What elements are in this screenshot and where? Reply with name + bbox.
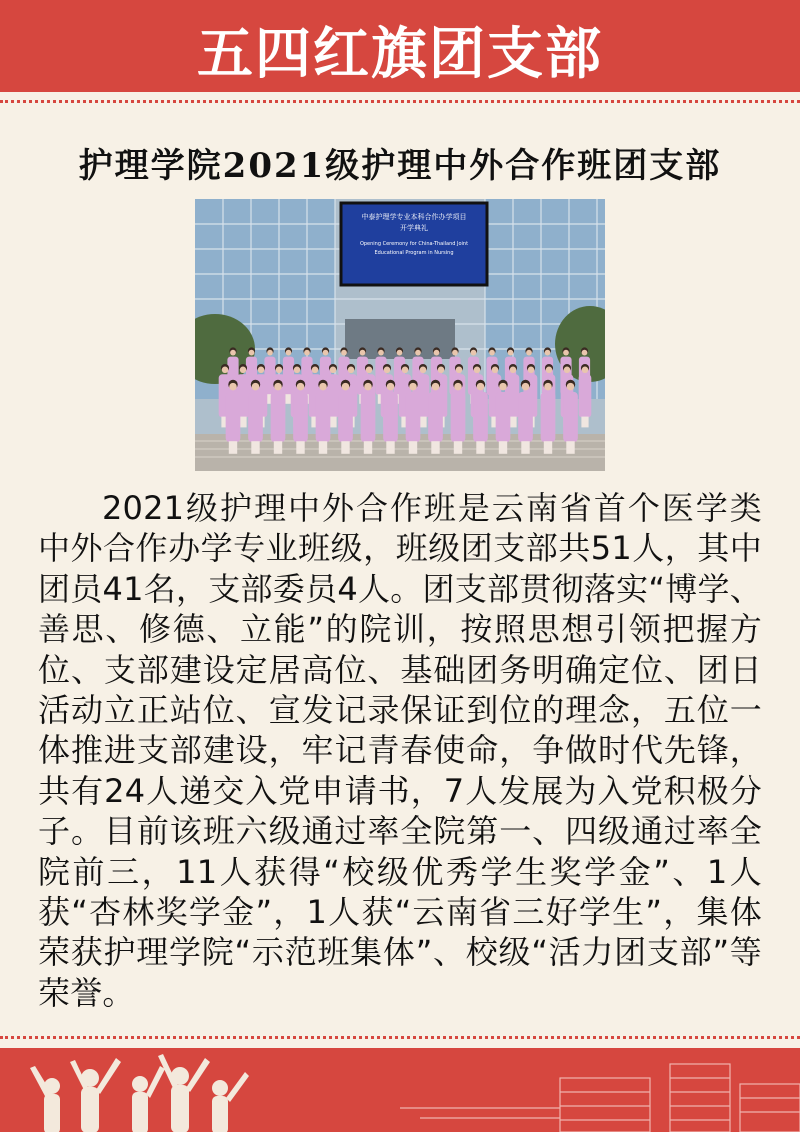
nurse-figure <box>545 350 551 356</box>
footer-banner <box>0 1048 800 1132</box>
nurse-figure <box>471 350 477 356</box>
nurse-figure <box>546 367 552 373</box>
nurse-figure <box>240 367 246 373</box>
nurse-figure <box>451 392 466 442</box>
screen-en-1: Opening Ceremony for China-Thailand Joint <box>359 241 469 247</box>
nurse-figure <box>544 441 552 454</box>
nurse-figure <box>341 441 349 454</box>
nurse-figure <box>341 350 347 356</box>
nurse-figure <box>239 417 246 428</box>
nurse-figure <box>509 417 516 428</box>
nurse-figure <box>386 441 394 454</box>
nurse-figure <box>297 383 305 391</box>
nurse-figure <box>364 441 372 454</box>
nurse-figure <box>248 392 263 442</box>
nurse-figure <box>330 367 336 373</box>
nurse-figure <box>434 350 440 356</box>
nurse-figure <box>526 350 532 356</box>
header-banner <box>0 0 800 92</box>
nurse-figure <box>338 392 353 442</box>
nurse-figure <box>252 383 260 391</box>
nurse-figure <box>438 367 444 373</box>
nurse-figure <box>316 392 331 442</box>
nurse-figure <box>579 374 592 417</box>
nurse-figure <box>319 441 327 454</box>
nurse-figure <box>528 367 534 373</box>
nurse-figure <box>296 441 304 454</box>
dotted-divider-top <box>0 100 800 103</box>
nurse-figure <box>294 367 300 373</box>
nurse-figure <box>364 383 372 391</box>
nurse-figure <box>329 417 336 428</box>
nurse-figure <box>361 392 376 442</box>
nurse-figure <box>229 441 237 454</box>
page-title: 五四红旗团支部 <box>197 21 603 87</box>
building-sketch-icon <box>400 1064 800 1132</box>
nurse-figure <box>397 350 403 356</box>
nurse-figure <box>304 350 310 356</box>
nurse-figure <box>274 383 282 391</box>
nurse-figure <box>496 392 511 442</box>
nurse-figure <box>454 383 462 391</box>
nurse-figure <box>271 392 286 442</box>
nurse-figure <box>274 441 282 454</box>
nurse-figure <box>432 383 440 391</box>
nurse-figure <box>567 383 575 391</box>
nurse-figure <box>428 392 443 442</box>
nurse-figure <box>383 392 398 442</box>
nurse-figure <box>541 392 556 442</box>
screen-title-2: 开学典礼 <box>400 224 428 232</box>
nurse-figure <box>378 350 384 356</box>
nurse-figure <box>581 417 588 428</box>
nurse-figure <box>477 383 485 391</box>
screen-en-2: Educational Program in Nursing <box>374 250 454 256</box>
nurse-figure <box>499 383 507 391</box>
nurse-figure <box>258 367 264 373</box>
nurse-figure <box>473 392 488 442</box>
nurse-figure <box>419 417 426 428</box>
nurse-figure <box>563 350 569 356</box>
cheering-silhouettes-icon <box>30 1054 249 1132</box>
nurse-figure <box>454 441 462 454</box>
nurse-figure <box>409 441 417 454</box>
nurse-figure <box>563 392 578 442</box>
nurse-figure <box>566 441 574 454</box>
nurse-figure <box>582 350 588 356</box>
nurse-figure <box>409 383 417 391</box>
nurse-figure <box>521 441 529 454</box>
body-paragraph: 2021级护理中外合作班是云南省首个医学类中外合作办学专业班级，班级团支部共51人，其中团员41名，支部委员4人。团支部贯彻落实“博学、善思、修德、立能”的院训，按照思想引领把握方位、支部建设定居高位、基础团务明确定位、团日活动立正站位、宣发记录保证到位的理念，五位一体推进支部建设，牢记青春使命，争做时代先锋，共有24人递交入党申请书，7人发展为入党积极分子。目前该班六级通过率全院第一、四级通过率全院前三，11人获得“校级优秀学生奖学金”、1人获“杏林奖学金”，1人获“云南省三好学生”，集体荣获护理学院“示范班集体”、校级“活力团支部”等荣誉。 <box>38 489 762 1012</box>
nurse-figure <box>452 350 458 356</box>
dotted-divider-bottom <box>0 1036 800 1039</box>
nurse-figure <box>251 441 259 454</box>
nurse-figure <box>492 367 498 373</box>
page-subtitle: 护理学院2021级护理中外合作班团支部 <box>78 146 722 186</box>
nurse-figure <box>499 441 507 454</box>
nurse-figure <box>348 367 354 373</box>
nurse-figure <box>276 367 282 373</box>
nurse-figure <box>229 383 237 391</box>
nurse-figure <box>319 383 327 391</box>
nurse-figure <box>402 367 408 373</box>
nurse-figure <box>312 367 318 373</box>
nurse-figure <box>342 383 350 391</box>
screen-title-1: 中泰护理学专业本科合作办学项目 <box>361 213 467 221</box>
nurse-figure <box>431 441 439 454</box>
nurse-figure <box>230 350 236 356</box>
nurse-figure <box>226 392 241 442</box>
nurse-figure <box>384 367 390 373</box>
nurse-figure <box>249 350 255 356</box>
nurse-figure <box>544 383 552 391</box>
nurse-figure <box>387 383 395 391</box>
nurse-figure <box>222 367 228 373</box>
nurse-figure <box>564 367 570 373</box>
group-photo <box>195 199 605 471</box>
nurse-figure <box>360 350 366 356</box>
nurse-figure <box>286 350 292 356</box>
nurse-figure <box>522 383 530 391</box>
nurse-figure <box>510 367 516 373</box>
nurse-figure <box>323 350 329 356</box>
nurse-figure <box>476 441 484 454</box>
nurse-figure <box>420 367 426 373</box>
nurse-figure <box>582 367 588 373</box>
nurse-figure <box>293 392 308 442</box>
nurse-figure <box>508 350 514 356</box>
nurse-figure <box>489 350 495 356</box>
nurse-figure <box>415 350 421 356</box>
nurse-figure <box>518 392 533 442</box>
nurse-figure <box>474 367 480 373</box>
nurse-figure <box>267 350 273 356</box>
nurse-figure <box>456 367 462 373</box>
nurse-figure <box>406 392 421 442</box>
nurse-figure <box>366 367 372 373</box>
